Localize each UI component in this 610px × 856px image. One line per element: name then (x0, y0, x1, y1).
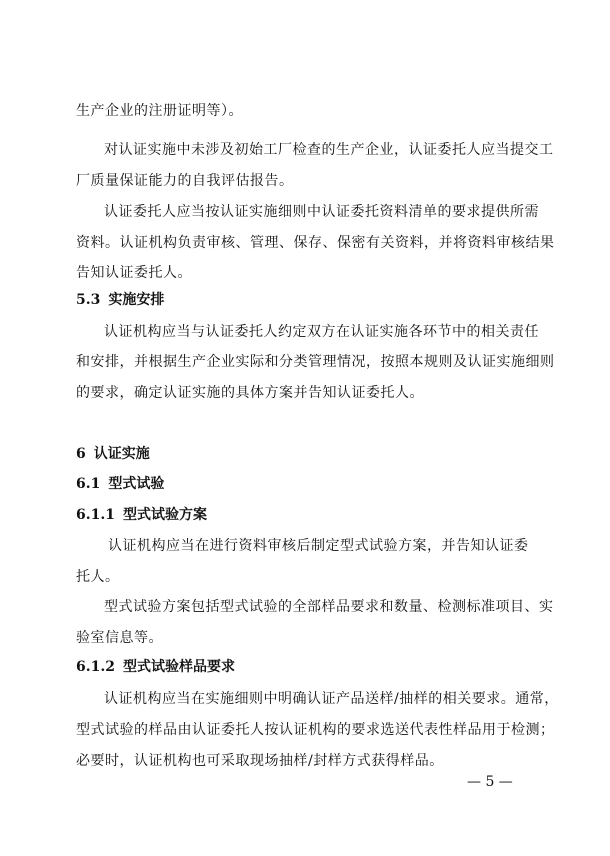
section-number: 6.1.2 (76, 659, 115, 675)
paragraph-line: 托人。 (76, 569, 120, 585)
section-heading-6-1 (76, 475, 164, 493)
section-title: 认证实施 (93, 446, 150, 462)
section-number: 6.1 (76, 476, 101, 492)
section-title: 型式试验方案 (122, 507, 207, 523)
paragraph-line: 认证机构应当在进行资料审核后制定型式试验方案，并告知认证委 (108, 538, 529, 554)
section-title: 型式试验 (108, 476, 165, 492)
paragraph-line: 和安排，并根据生产企业实际和分类管理情况，按照本规则及认证实施细则 (76, 354, 555, 370)
section-heading-6-1-2 (76, 658, 235, 676)
paragraph-line: 必要时，认证机构也可采取现场抽样/封样方式获得样品。 (76, 753, 444, 769)
paragraph-line: 认证委托人应当按认证实施细则中认证委托资料清单的要求提供所需 (104, 204, 539, 220)
paragraph-line: 验室信息等。 (76, 630, 163, 646)
paragraph-line: 的要求，确定认证实施的具体方案并告知认证委托人。 (76, 385, 424, 401)
paragraph-line: 生产企业的注册证明等）。 (76, 103, 243, 119)
paragraph-line: 认证机构应当与认证委托人约定双方在认证实施各环节中的相关责任 (104, 324, 539, 340)
paragraph-line: 型式试验方案包括型式试验的全部样品要求和数量、检测标准项目、实 (104, 599, 554, 615)
paragraph-line: 认证机构应当在实施细则中明确认证产品送样/抽样的相关要求。通常， (104, 691, 559, 707)
section-heading-6-1-1 (76, 506, 207, 524)
paragraph-line: 资料。认证机构负责审核、管理、保存、保密有关资料，并将资料审核结果 (76, 235, 555, 251)
paragraph-line: 对认证实施中未涉及初始工厂检查的生产企业，认证委托人应当提交工 (104, 142, 554, 158)
section-heading-5-3 (76, 291, 164, 309)
section-title: 型式试验样品要求 (122, 659, 235, 675)
paragraph-line: 厂质量保证能力的自我评估报告。 (76, 173, 294, 189)
section-number: 5.3 (76, 292, 101, 308)
section-number: 6 (76, 446, 86, 462)
section-title: 实施安排 (108, 292, 165, 308)
paragraph-line: 型式试验的样品由认证委托人按认证机构的要求选送代表性样品用于检测； (76, 722, 555, 738)
page-number: — 5 — (467, 774, 513, 790)
section-heading-6 (76, 445, 150, 463)
section-number: 6.1.1 (76, 507, 115, 523)
paragraph-line: 告知认证委托人。 (76, 265, 192, 281)
